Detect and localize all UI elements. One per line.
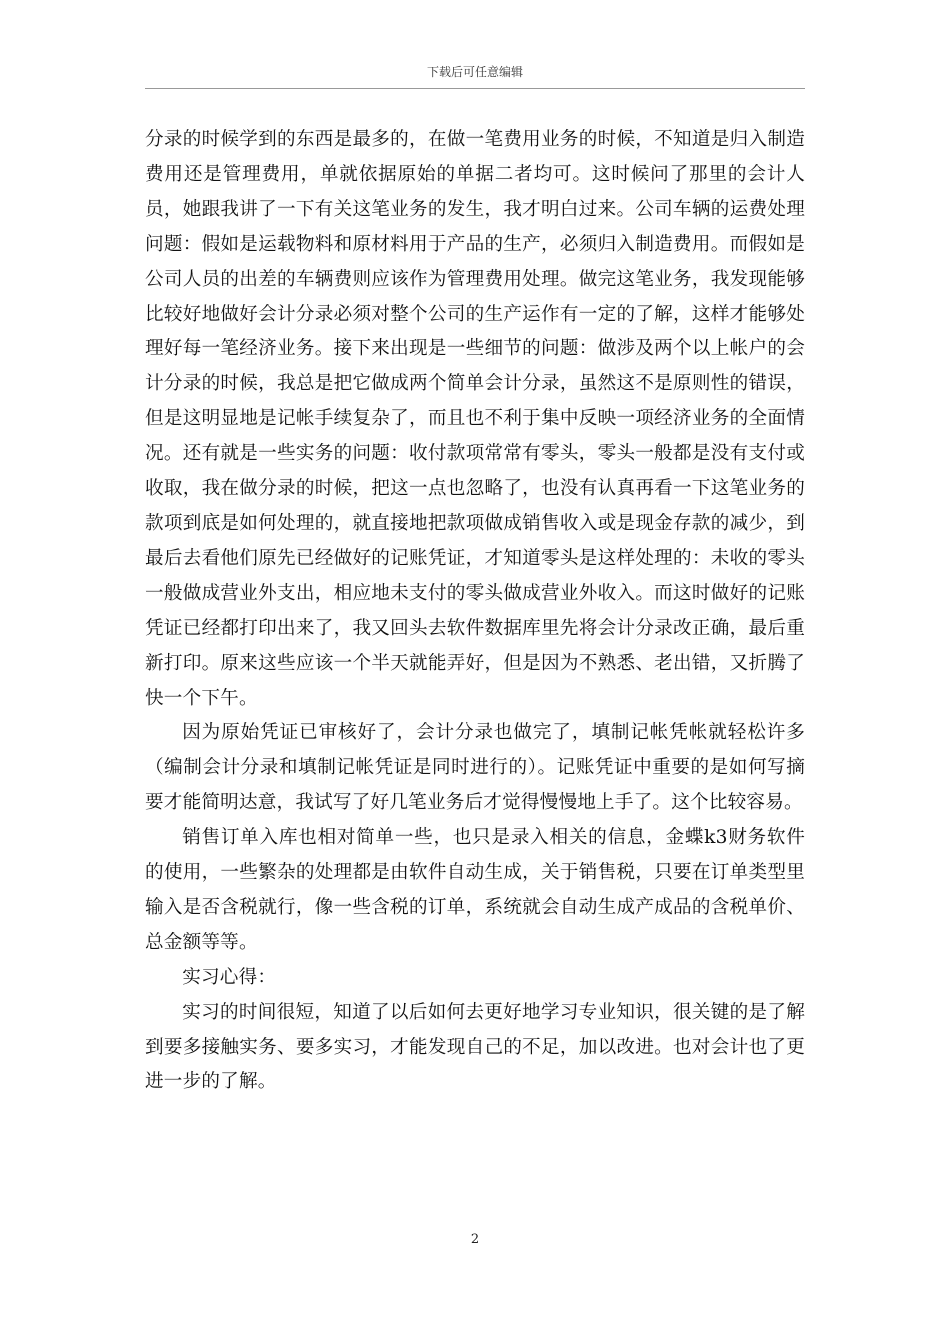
header-divider <box>145 88 805 89</box>
paragraph-reflection: 实习的时间很短，知道了以后如何去更好地学习专业知识，很关键的是了解到要多接触实务、要多实习，才能发现自己的不足，加以改进。也对会计也了更进一步的了解。 <box>145 1001 805 1093</box>
section-heading-internship-reflection: 实习心得： <box>182 966 277 988</box>
page-number: 2 <box>470 1232 480 1247</box>
paragraph-sales-order: 销售订单入库也相对简单一些，也只是录入相关的信息，金蝶k3财务软件的使用，一些繁杂的处理都是由软件自动生成，关于销售税，只要在订单类型里输入是否含税就行，像一些含税的订单，系统就会自动生成产成品的含税单价、总金额等等。 <box>145 827 805 953</box>
paragraph-continued: 分录的时候学到的东西是最多的，在做一笔费用业务的时候，不知道是归入制造费用还是管理费用，单就依据原始的单据二者均可。这时候问了那里的会计人员，她跟我讲了一下有关这笔业务的发生，我才明白过来。公司车辆的运费处理问题：假如是运载物料和原材料用于产品的生产，必须归入制造费用。而假如是公司人员的出差的车辆费则应该作为管理费用处理。做完这笔业务，我发现能够比较好地做好会计分录必须对整个公司的生产运作有一定的了解，这样才能够处理好每一笔经济业务。接下来出现是一些细节的问题：做涉及两个以上帐户的会计分录的时候，我总是把它做成两个简单会计分录，虽然这不是原则性的错误，但是这明显地是记帐手续复杂了，而且也不利于集中反映一项经济业务的全面情况。还有就是一些实务的问题：收付款项常常有零头，零头一般都是没有支付或收取，我在做分录的时候，把这一点也忽略了，也没有认真再看一下这笔业务的款项到底是如何处理的，就直接地把款项做成销售收入或是现金存款的减少，到最后去看他们原先已经做好的记账凭证，才知道零头是这样处理的：未收的零头一般做成营业外支出，相应地未支付的零头做成营业外收入。而这时做好的记账凭证已经都打印出来了，我又回头去软件数据库里先将会计分录改正确，最后重新打印。原来这些应该一个半天就能弄好，但是因为不熟悉、老出错，又折腾了快一个下午。 <box>145 129 805 709</box>
paragraph-voucher: 因为原始凭证已审核好了，会计分录也做完了，填制记帐凭帐就轻松许多（编制会计分录和填制记帐凭证是同时进行的）。记账凭证中重要的是如何写摘要才能简明达意，我试写了好几笔业务后才觉得慢慢地上手了。这个比较容易。 <box>145 722 805 814</box>
document-body <box>145 123 805 1100</box>
page-header: 下载后可任意编辑 <box>426 65 523 79</box>
